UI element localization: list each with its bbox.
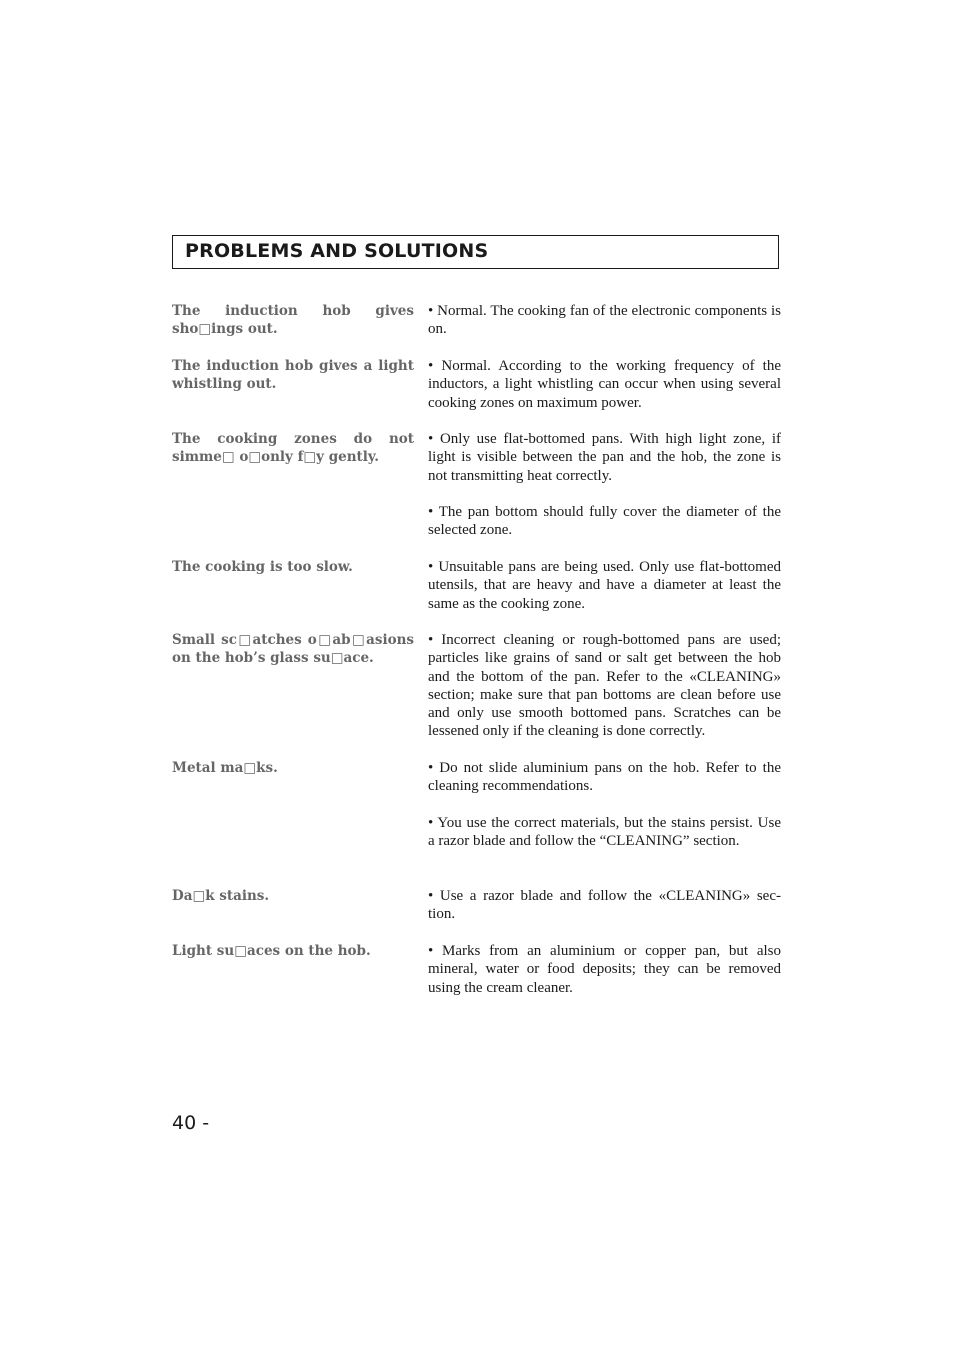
solution-list bbox=[428, 430, 781, 540]
problem-text: The cooking is too slow. bbox=[172, 559, 353, 575]
problem-text: Da□k stains. bbox=[172, 888, 270, 904]
solution-list bbox=[428, 631, 781, 741]
solution-item: • The pan bottom should fully cover the diameter of the selected zone. bbox=[428, 504, 781, 539]
section-title: PROBLEMS AND SOLUTIONS bbox=[185, 240, 489, 262]
solution-list bbox=[428, 942, 781, 997]
solution-item: • Only use flat-bottomed pans. With high light zone, if light is visible between the pan and the hob, the zone is not transmitting heat correctly. bbox=[428, 431, 781, 484]
problem-text: Metal ma□ks. bbox=[172, 760, 278, 776]
solution-item: • Normal. According to the working frequency of the inductors, a light whistling can occur when using several cooking zones on maximum power. bbox=[428, 358, 781, 411]
problem-text: Light su□aces on the hob. bbox=[172, 943, 371, 959]
solution-item: • Incorrect cleaning or rough-bottomed pans are used; particles like grains of sand or salt get between the hob and the bottom of the pan. Refer to the «CLEANING» section; make sure that pan bottoms are clean before use and only use smooth bottomed pans. Scratches can be lessened only if the cleaning is done correctly. bbox=[428, 632, 781, 740]
solution-list bbox=[428, 302, 781, 339]
section-title-box bbox=[172, 235, 779, 269]
solution-item: • Do not slide aluminium pans on the hob. Refer to the cleaning recommendations. bbox=[428, 760, 781, 795]
problem-text: The induction hob gives sho□ings out. bbox=[172, 303, 414, 338]
solution-item: • Unsuitable pans are being used. Only use flat-bottomed utensils, that are heavy and have a diameter at least the same as the cooking zone. bbox=[428, 559, 781, 612]
solution-item: • Marks from an aluminium or copper pan, but also mineral, water or food deposits; they can be removed using the cream cleaner. bbox=[428, 943, 781, 996]
page-number: 40 - bbox=[172, 1112, 210, 1134]
solution-item: • Use a razor blade and follow the «CLEANING» sec-tion. bbox=[428, 888, 781, 923]
problem-text: Small sc□atches o□ab□asions on the hob’s glass su□ace. bbox=[172, 632, 414, 667]
problem-text: The induction hob gives a light whistling out. bbox=[172, 358, 414, 393]
solution-list bbox=[428, 558, 781, 613]
solution-item: • Normal. The cooking fan of the electronic components is on. bbox=[428, 303, 781, 338]
solution-list bbox=[428, 357, 781, 412]
problem-text: The cooking zones do not simme□ o□only f□y gently. bbox=[172, 431, 414, 466]
solution-list bbox=[428, 887, 781, 924]
solution-item: • You use the correct materials, but the stains persist. Use a razor blade and follow the “CLEANING” section. bbox=[428, 814, 781, 850]
solution-list bbox=[428, 759, 781, 850]
